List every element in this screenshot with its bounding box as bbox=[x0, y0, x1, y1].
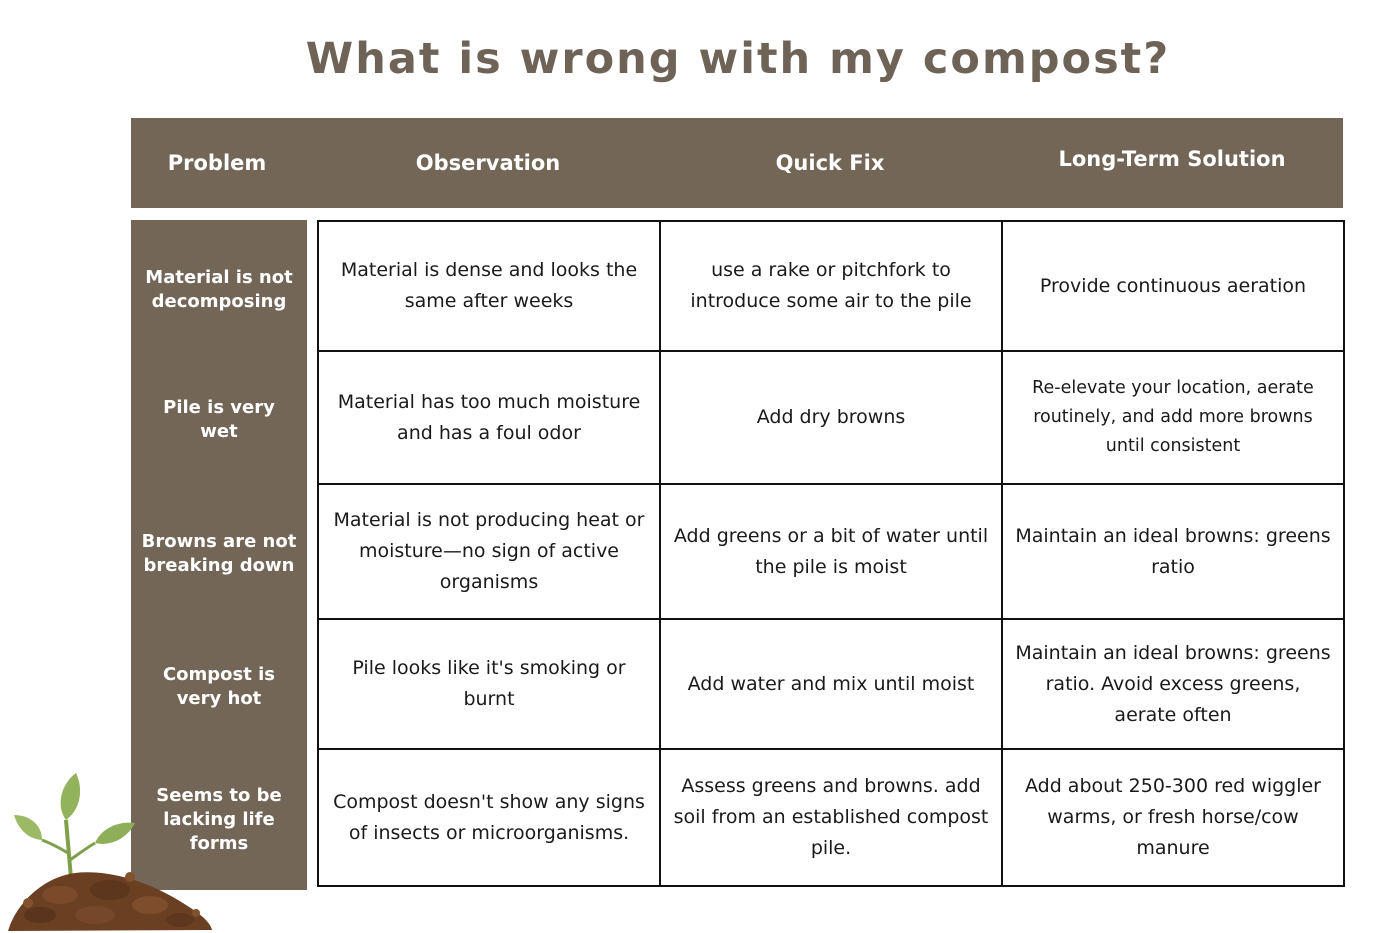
long-term-cell: Re-elevate your location, aerate routinely, and add more browns until consistent bbox=[1002, 351, 1344, 484]
header-observation: Observation bbox=[415, 151, 561, 175]
table-header bbox=[131, 118, 1343, 208]
table-row bbox=[318, 484, 1344, 619]
observation-cell: Pile looks like it's smoking or burnt bbox=[318, 619, 660, 749]
table-row bbox=[318, 351, 1344, 484]
quick-fix-cell: Assess greens and browns. add soil from an established compost pile. bbox=[660, 749, 1002, 886]
quick-fix-cell: Add water and mix until moist bbox=[660, 619, 1002, 749]
quick-fix-cell: Add greens or a bit of water until the pile is moist bbox=[660, 484, 1002, 619]
header-quick-fix: Quick Fix bbox=[775, 151, 885, 175]
observation-cell: Material is dense and looks the same after weeks bbox=[318, 221, 660, 351]
quick-fix-cell: use a rake or pitchfork to introduce some air to the pile bbox=[660, 221, 1002, 351]
long-term-cell: Maintain an ideal browns: greens ratio bbox=[1002, 484, 1344, 619]
observation-cell: Material has too much moisture and has a foul odor bbox=[318, 351, 660, 484]
problem-cell: Seems to be lacking life forms bbox=[156, 785, 282, 854]
observation-cell: Material is not producing heat or moisture—no sign of active organisms bbox=[318, 484, 660, 619]
long-term-cell: Maintain an ideal browns: greens ratio. Avoid excess greens, aerate often bbox=[1002, 619, 1344, 749]
compost-table bbox=[317, 220, 1345, 887]
page-title: What is wrong with my compost? bbox=[305, 34, 1171, 84]
observation-cell: Compost doesn't show any signs of insects or microorganisms. bbox=[318, 749, 660, 886]
header-problem: Problem bbox=[167, 151, 267, 175]
sprout-in-soil-icon bbox=[0, 765, 215, 933]
problem-cell: Material is not decomposing bbox=[145, 267, 293, 312]
problem-cell: Browns are not breaking down bbox=[141, 531, 297, 576]
problem-cell: Compost is very hot bbox=[162, 664, 276, 709]
table-row bbox=[318, 221, 1344, 351]
long-term-cell: Add about 250-300 red wiggler warms, or fresh horse/cow manure bbox=[1002, 749, 1344, 886]
table-row bbox=[318, 749, 1344, 886]
problem-cell: Pile is very wet bbox=[163, 397, 275, 442]
long-term-cell: Provide continuous aeration bbox=[1002, 221, 1344, 351]
table-row bbox=[318, 619, 1344, 749]
header-long-term-solution: Long-Term Solution bbox=[1058, 147, 1286, 171]
quick-fix-cell: Add dry browns bbox=[660, 351, 1002, 484]
